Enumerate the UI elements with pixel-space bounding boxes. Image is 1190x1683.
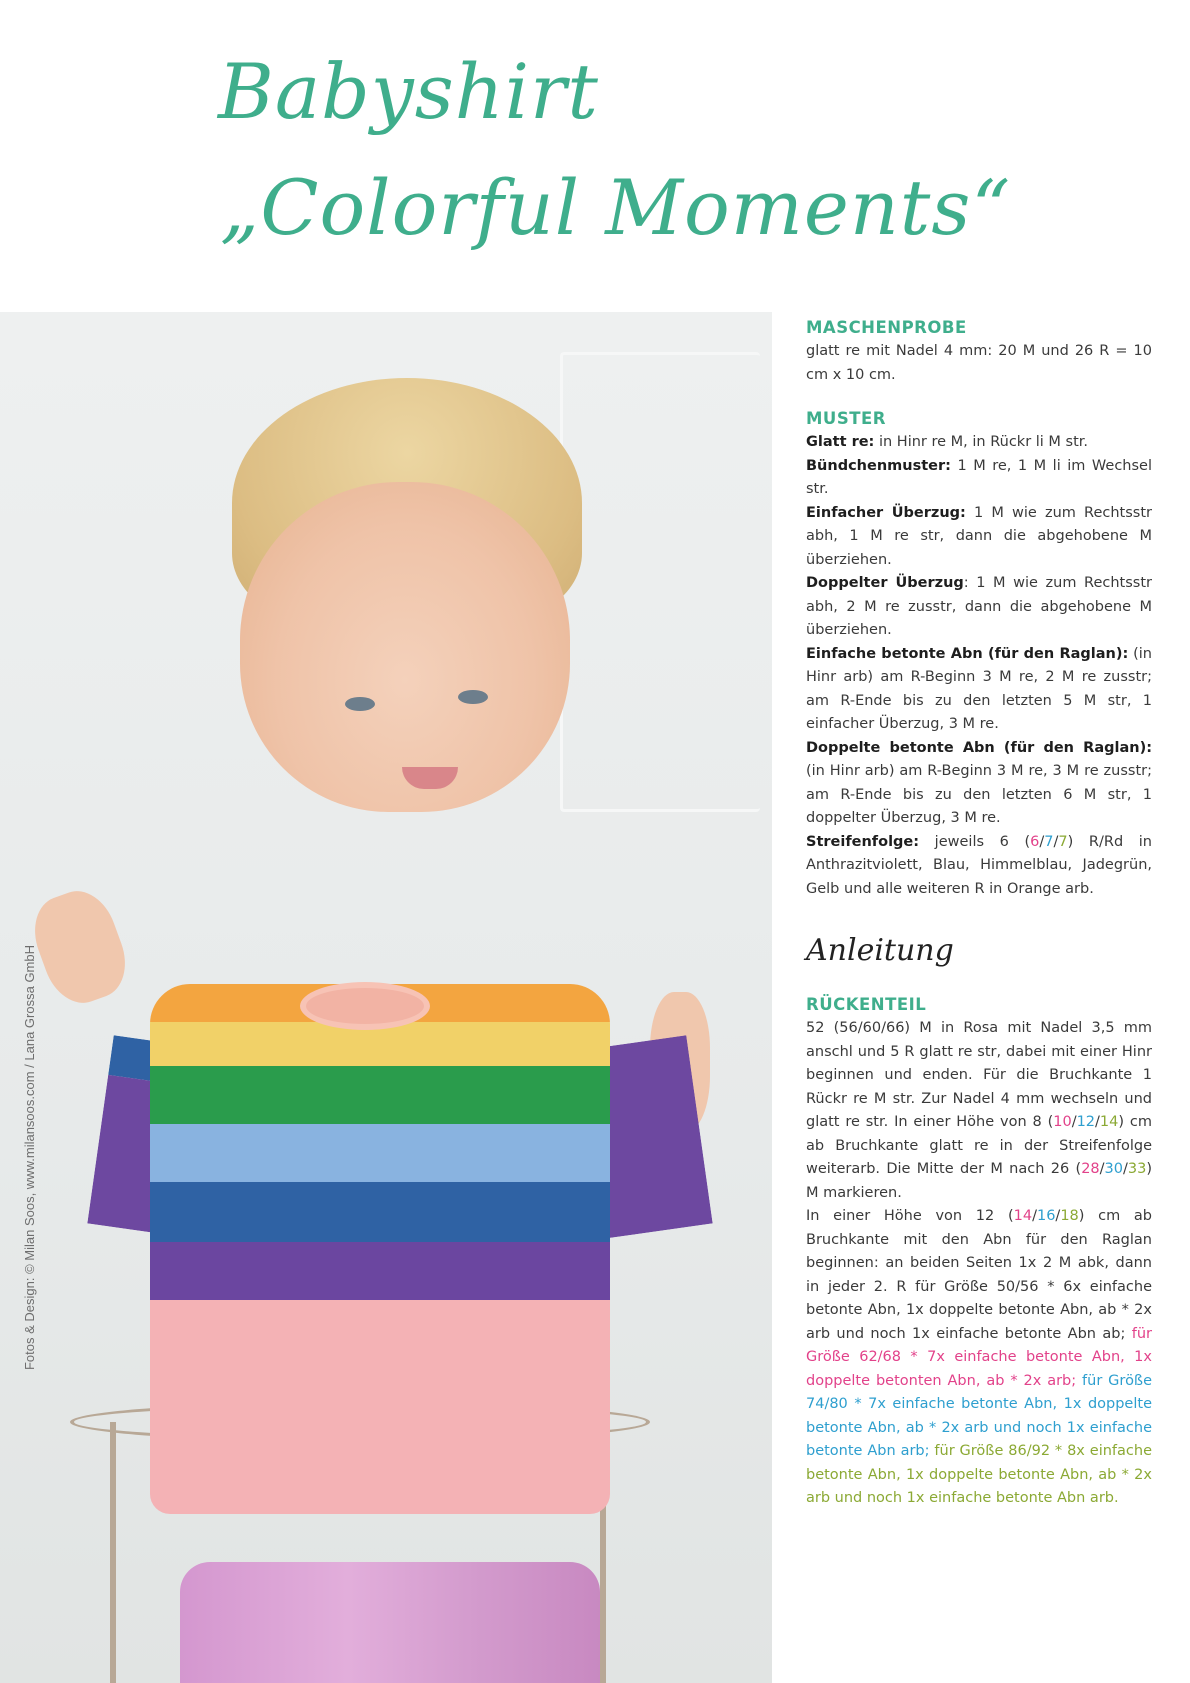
stool-leg	[110, 1422, 116, 1683]
muster-item: Bündchenmuster: 1 M re, 1 M li im Wechsel str.	[806, 457, 1152, 497]
maschenprobe-heading: MASCHENPROBE	[806, 318, 967, 337]
instructions-column	[806, 316, 1152, 1511]
muster-item: Doppelter Überzug: 1 M wie zum Rechtsstr abh, 2 M re zusstr, dann die abgehobene M überziehen.	[806, 575, 1152, 638]
rainbow-shirt	[150, 984, 610, 1514]
left-hand	[24, 882, 137, 1013]
anleitung-heading: Anleitung	[806, 933, 954, 968]
rueckenteil-paragraph-2: In einer Höhe von 12 (14/16/18) cm ab Bruchkante mit den Abn für den Raglan beginnen: an beiden Seiten 1x 2 M abk, dann in jeder 2. R für Größe 50/56 * 6x einfache betonte Abn, 1x doppelte betonte Abn, ab * 2x arb und noch 1x einfache betonte Abn ab; für Größe 62/68 * 7x einfache betonte Abn, 1x doppelte betonten Abn, ab * 2x arb; für Größe 74/80 * 7x einfache betonte Abn, 1x doppelte betonte Abn, ab * 2x arb und noch 1x einfache betonte Abn arb; für Größe 86/92 * 8x einfache betonte Abn, 1x doppelte betonte Abn, ab * 2x arb und noch 1x einfache betonte Abn arb.	[806, 1208, 1153, 1506]
pink-pants	[180, 1562, 600, 1683]
product-photo	[0, 312, 772, 1683]
shirt-collar	[300, 982, 430, 1030]
page-title	[218, 38, 1098, 262]
maschenprobe-text: glatt re mit Nadel 4 mm: 20 M und 26 R = 10 cm x 10 cm.	[806, 343, 1152, 383]
streifenfolge: Streifenfolge: jeweils 6 (6/7/7) R/Rd in Anthrazitviolett, Blau, Himmelblau, Jadegrün, Gelb und alle weiteren R in Orange arb.	[806, 833, 1152, 897]
muster-item: Doppelte betonte Abn (für den Raglan): (in Hinr arb) am R-Beginn 3 M re, 3 M re zusstr; am R-Ende bis zu den letzten 6 M str, 1 doppelter Überzug, 3 M re.	[806, 739, 1152, 826]
title-line-2: „Colorful Moments“	[220, 163, 1012, 252]
photo-credit: Fotos & Design: © Milan Soos, www.milansoos.com / Lana Grossa GmbH	[22, 945, 37, 1371]
child-face	[240, 482, 570, 812]
rueckenteil-paragraph-1: 52 (56/60/66) M in Rosa mit Nadel 3,5 mm anschl und 5 R glatt re str, dabei mit einer Hinr beginnen und enden. Für die Bruchkante 1 Rückr re M str. Zur Nadel 4 mm wechseln und glatt re str. In einer Höhe von 8 (10/12/14) cm ab Bruchkante glatt re in der Streifenfolge weiterarb. Die Mitte der M nach 26 (28/30/33) M markieren.	[806, 1020, 1152, 1201]
right-eye	[458, 690, 488, 704]
muster-item: Einfacher Überzug: 1 M wie zum Rechtsstr abh, 1 M re str, dann die abgehobene M überziehen.	[806, 504, 1152, 568]
muster-heading: MUSTER	[806, 409, 886, 428]
muster-item: Glatt re: in Hinr re M, in Rückr li M str.	[806, 434, 1089, 450]
muster-item: Einfache betonte Abn (für den Raglan): (in Hinr arb) am R-Beginn 3 M re, 2 M re zusstr; am R-Ende bis zu den letzten 5 M str, 1 einfacher Überzug, 3 M re.	[806, 645, 1152, 732]
wall-panel	[560, 352, 760, 812]
title-line-1: Babyshirt	[218, 47, 599, 136]
rueckenteil-heading: RÜCKENTEIL	[806, 995, 927, 1014]
left-eye	[345, 697, 375, 711]
